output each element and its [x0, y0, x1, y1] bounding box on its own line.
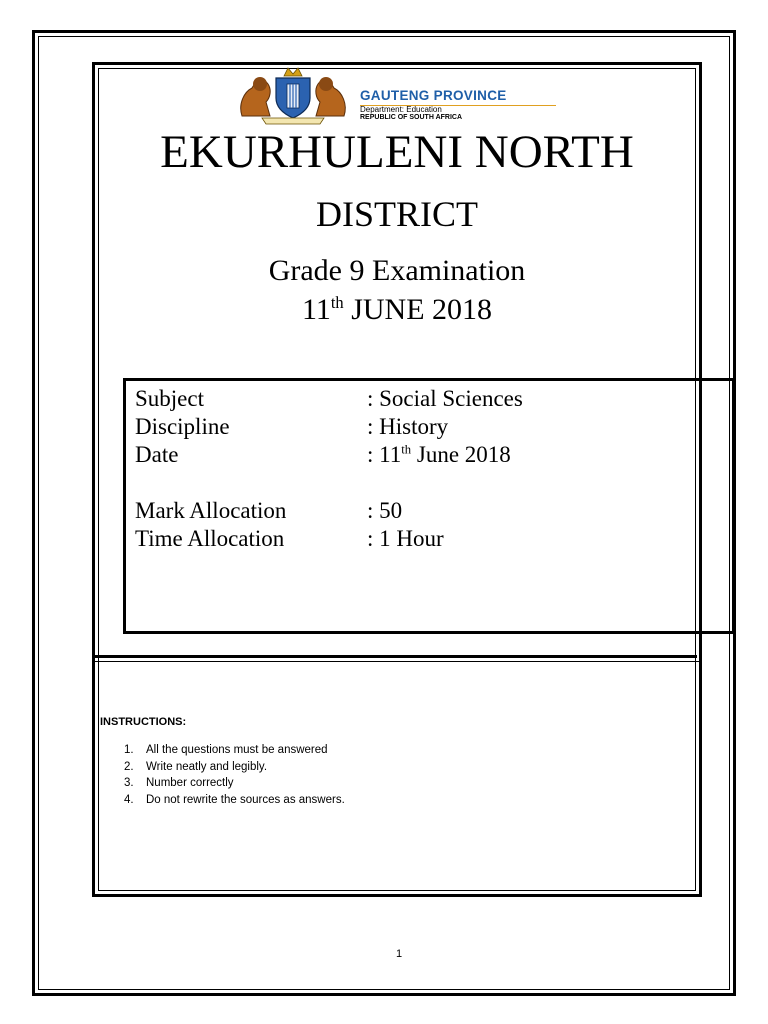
subject-value: : Social Sciences — [367, 386, 523, 411]
date-value — [367, 441, 511, 469]
instruction-item — [124, 775, 345, 792]
exam-date-rest: JUNE 2018 — [343, 293, 493, 326]
instruction-item — [124, 759, 345, 776]
mark-label: Mark Allocation — [135, 498, 287, 523]
date-label: Date — [135, 442, 179, 467]
date-value-rest: June 2018 — [411, 442, 511, 467]
exam-title: Grade 9 Examination — [268, 254, 526, 287]
country-name: REPUBLIC OF SOUTH AFRICA — [360, 114, 463, 121]
discipline-value: : History — [367, 414, 449, 439]
subject-label: Subject — [135, 386, 204, 411]
instruction-text: Write neatly and legibly. — [146, 760, 268, 773]
department-name: Department: Education — [360, 105, 442, 114]
exam-date-suffix: th — [330, 293, 344, 312]
mark-value: : 50 — [367, 498, 403, 523]
section-divider — [92, 655, 697, 658]
exam-date — [92, 292, 702, 328]
instruction-number: 1. — [124, 744, 134, 756]
instruction-text: Number correctly — [146, 777, 234, 790]
district-label: DISTRICT — [316, 194, 478, 234]
gauteng-logo — [232, 64, 562, 126]
instructions-list — [124, 742, 345, 809]
discipline-label: Discipline — [135, 414, 230, 439]
coat-of-arms-icon — [232, 64, 354, 126]
date-value-prefix: : 11 — [367, 442, 402, 467]
instruction-number: 4. — [124, 794, 134, 807]
page-number: 1 — [395, 948, 403, 960]
province-name: GAUTENG PROVINCE — [360, 88, 507, 103]
instruction-number: 2. — [124, 760, 134, 773]
exam-date-day: 11 — [301, 293, 331, 326]
instructions-title: INSTRUCTIONS: — [100, 716, 187, 728]
time-value: : 1 Hour — [367, 526, 444, 551]
date-value-suffix: th — [401, 442, 412, 457]
instruction-item — [124, 742, 345, 759]
instruction-text: Do not rewrite the sources as answers. — [146, 794, 345, 807]
time-label: Time Allocation — [135, 526, 285, 551]
instruction-text: All the questions must be answered — [146, 744, 328, 756]
instruction-item — [124, 792, 345, 809]
district-name: EKURHULENI NORTH — [160, 126, 634, 178]
instruction-number: 3. — [124, 777, 134, 790]
